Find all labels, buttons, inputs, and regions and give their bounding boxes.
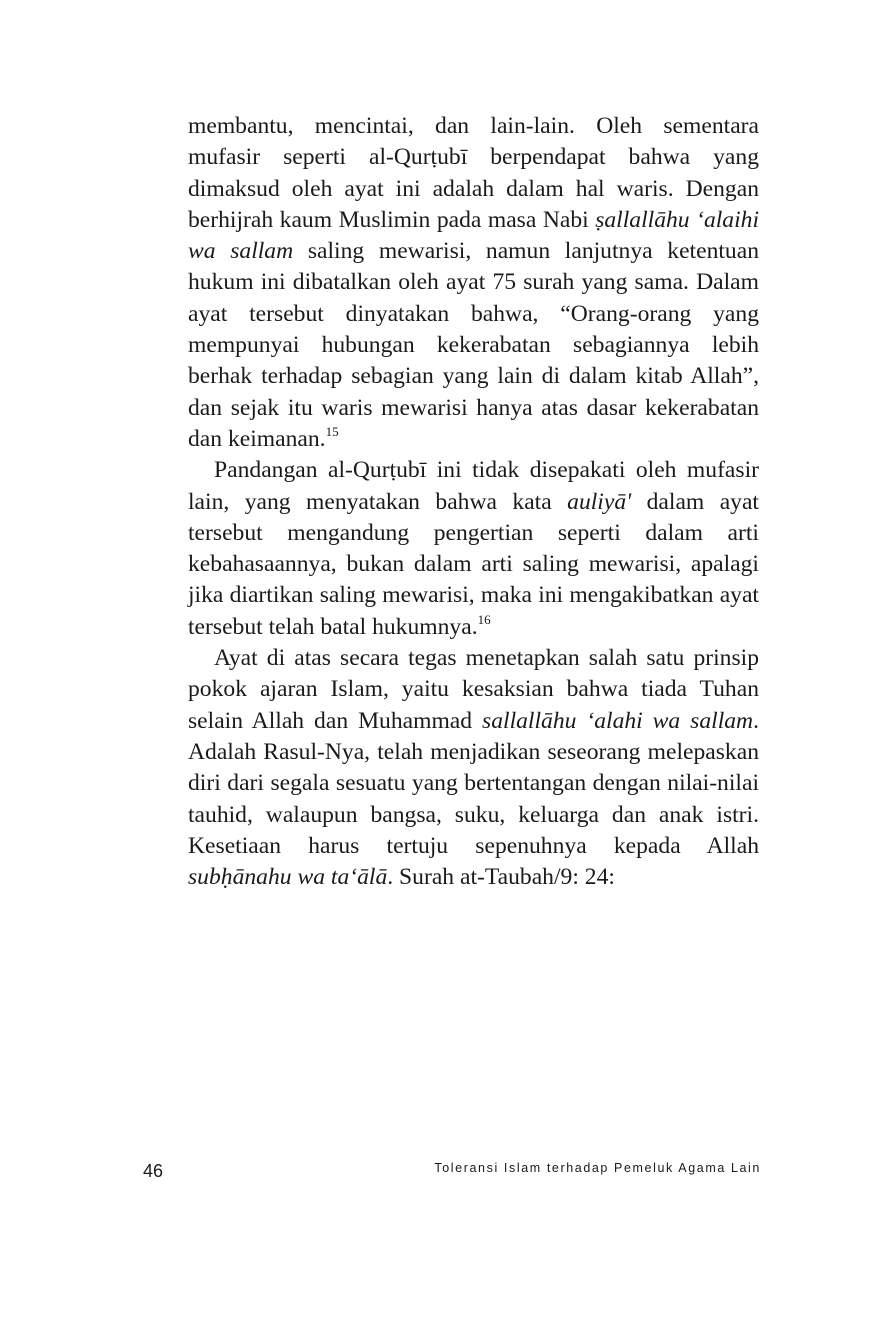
- running-title: Toleransi Islam terhadap Pemeluk Agama Lain: [434, 1161, 761, 1175]
- paragraph-3: [188, 643, 759, 893]
- term-italic: auliyā': [567, 488, 632, 515]
- paragraph-1-segment: saling mewarisi, namun lanjutnya ketentuan hukum ini dibatalkan oleh ayat 75 surah yang sama. Dalam ayat tersebut dinyatakan bahwa, “Orang-orang yang mempunyai hubungan kekerabatan sebagiannya lebih berhak terhadap sebagian yang lain di dalam kitab Allah”, dan sejak itu waris mewarisi hanya atas dasar kekerabatan dan keimanan.: [188, 238, 759, 452]
- paragraph-2: [188, 455, 759, 643]
- paragraph-2-segment: Pandangan al-Qurṭubī ini tidak disepakati oleh mufasir lain, yang menyatakan bahwa kata: [188, 457, 759, 515]
- honorific-italic: subḥānahu wa ta‘ālā: [188, 864, 388, 891]
- honorific-italic: sallallāhu ‘alahi wa sallam: [482, 707, 754, 734]
- footnote-ref-16[interactable]: 16: [477, 611, 491, 627]
- paragraph-3-segment: Ayat di atas secara tegas menetapkan salah satu prinsip pokok ajaran Islam, yaitu kesaksian bahwa tiada Tuhan selain Allah dan Muhammad: [188, 645, 759, 734]
- paragraph-1-segment: membantu, mencintai, dan lain-lain. Oleh sementara mufasir seperti al-Qurṭubī berpendapat bahwa yang dimaksud oleh ayat ini adalah dalam hal waris. Dengan berhijrah kaum Muslimin pada masa Nabi: [188, 113, 759, 233]
- paragraph-3-segment: . Surah at-Taubah/9: 24:: [387, 864, 615, 891]
- paragraph-3-segment: . Adalah Rasul-Nya, telah menjadikan seseorang melepaskan diri dari segala sesuatu yang bertentangan dengan nilai-nilai tauhid, walaupun bangsa, suku, keluarga dan anak istri. Kesetiaan harus tertuju sepenuhnya kepada Allah: [188, 707, 759, 859]
- paragraph-1: [188, 111, 759, 455]
- footnote-ref-15[interactable]: 15: [325, 423, 339, 439]
- honorific-italic: ṣallallāhu ‘alaihi wa sallam: [188, 206, 759, 265]
- paragraph-2-segment: dalam ayat tersebut mengandung pengertian seperti dalam arti kebahasaannya, bukan dalam arti saling mewarisi, apalagi jika diartikan saling mewarisi, maka ini mengakibatkan ayat tersebut telah batal hukumnya.: [188, 488, 759, 640]
- body-text: [188, 111, 759, 893]
- page-number: 46: [143, 1161, 164, 1181]
